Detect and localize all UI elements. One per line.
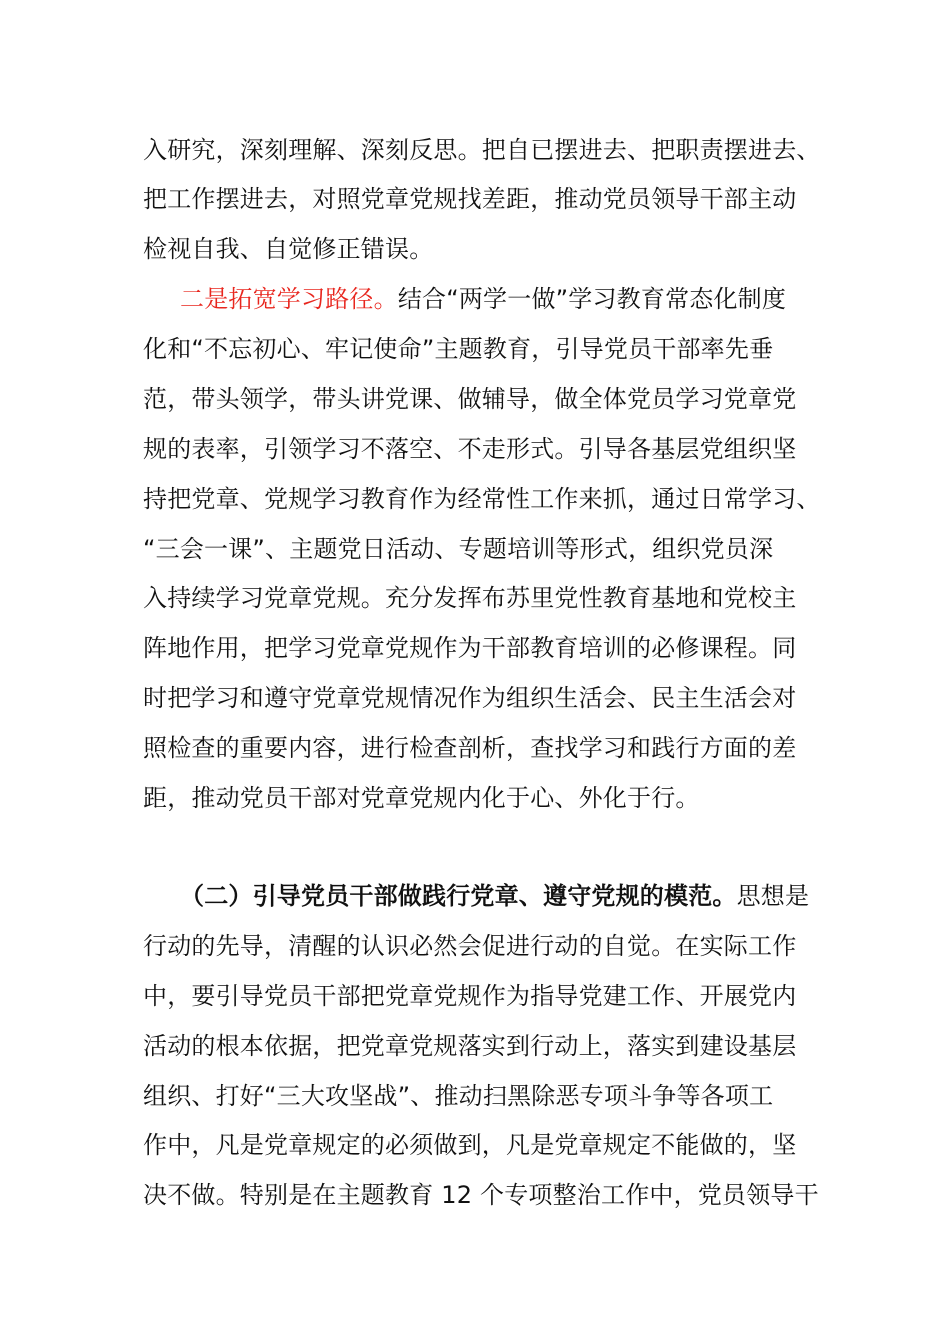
para3-line: 组织、打好“三大攻坚战”、推动扫黑除恶专项斗争等各项工 [143,1082,774,1110]
para1-line-1: 入研究，深刻理解、深刻反思。把自已摆进去、把职责摆进去、 [143,136,821,164]
para2-line: 照检查的重要内容，进行检查剖析，查找学习和践行方面的差 [143,734,797,762]
para2-heading: 二是拓宽学习路径。 [180,285,398,313]
para3-line: 决不做。特别是在主题教育 12 个专项整治工作中，党员领导干 [143,1181,819,1209]
para2-line: 范，带头领学，带头讲党课、做辅导，做全体党员学习党章党 [143,385,797,413]
para2-line: 持把党章、党规学习教育作为经常性工作来抓，通过日常学习、 [143,485,821,513]
para2-first-line-text: 结合“两学一做”学习教育常态化制度 [397,285,787,313]
para2-line: 距，推动党员干部对党章党规内化于心、外化于行。 [143,784,700,812]
para3-first-line-text: 思想是 [736,882,810,910]
para3-line: 作中，凡是党章规定的必须做到，凡是党章规定不能做的，坚 [143,1131,797,1159]
para1-line-3: 检视自我、自觉修正错误。 [143,235,434,263]
para2-line: 阵地作用，把学习党章党规作为干部教育培训的必修课程。同 [143,634,797,662]
para3-line: 活动的根本依据，把党章党规落实到行动上，落实到建设基层 [143,1032,797,1060]
para3-heading: （二）引导党员干部做践行党章、遵守党规的模范。 [180,882,737,910]
para3-line: 中，要引导党员干部把党章党规作为指导党建工作、开展党内 [143,982,797,1010]
para2-line: 规的表率，引领学习不落空、不走形式。引导各基层党组织坚 [143,435,797,463]
para2-line: 化和“不忘初心、牢记使命”主题教育，引导党员干部率先垂 [143,335,774,363]
para2-line: “三会一课”、主题党日活动、专题培训等形式，组织党员深 [143,535,774,563]
para1-line-2: 把工作摆进去，对照党章党规找差距，推动党员领导干部主动 [143,185,797,213]
para2-first-line [180,279,860,319]
para3-line: 行动的先导，清醒的认识必然会促进行动的自觉。在实际工作 [143,932,797,960]
para3-first-line [180,876,860,916]
para2-line: 入持续学习党章党规。充分发挥布苏里党性教育基地和党校主 [143,584,797,612]
para2-line: 时把学习和遵守党章党规情况作为组织生活会、民主生活会对 [143,684,797,712]
